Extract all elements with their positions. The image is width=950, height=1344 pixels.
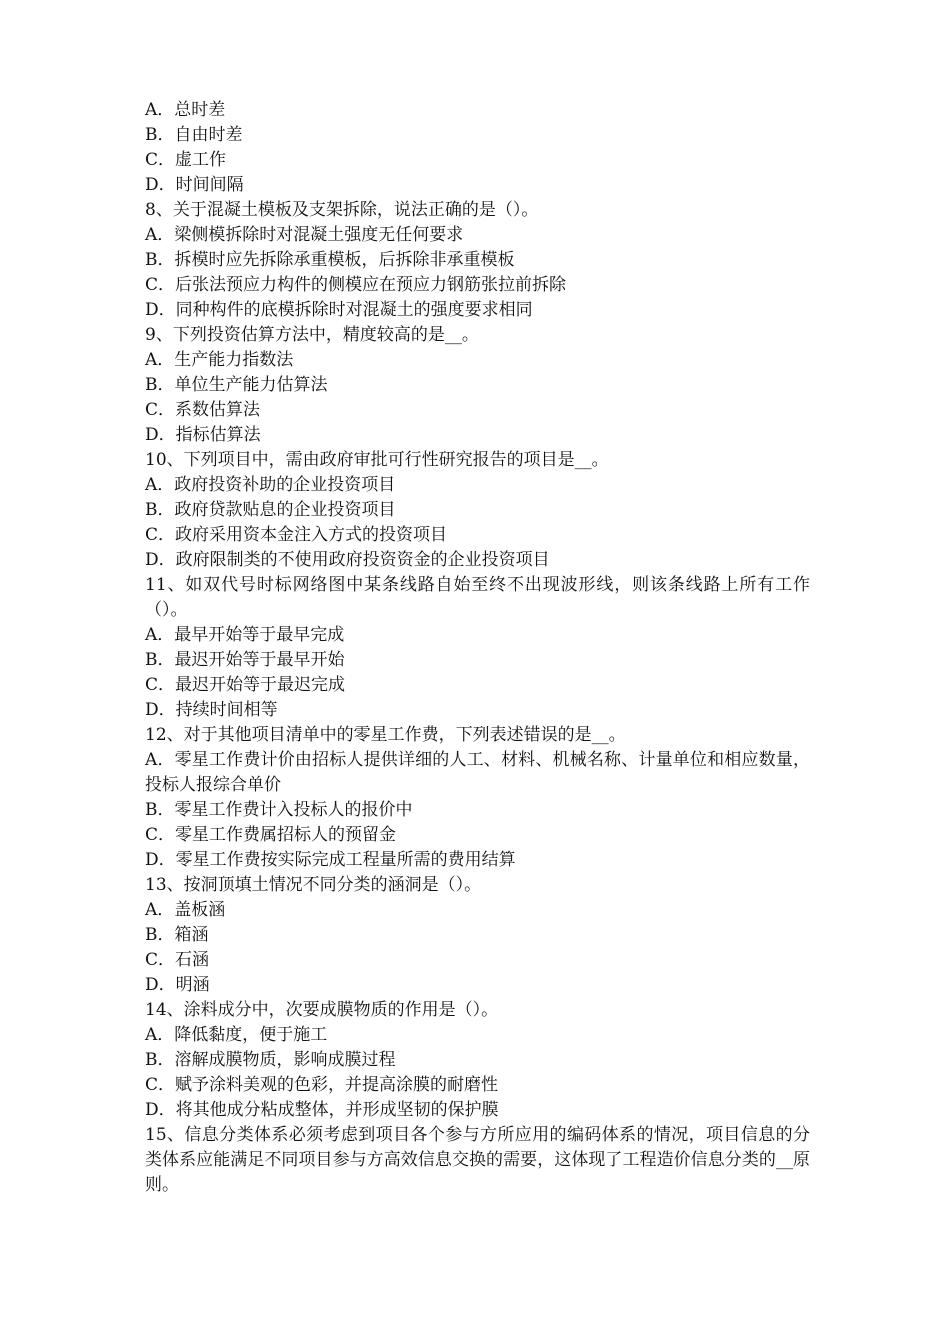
question-12: 12、对于其他项目清单中的零星工作费，下列表述错误的是__。	[145, 725, 626, 745]
option-line: D．指标估算法	[145, 425, 261, 445]
question-8: 8、关于混凝土模板及支架拆除，说法正确的是（）。	[145, 200, 539, 220]
option-line: D．时间间隔	[145, 175, 244, 195]
option-line: B．自由时差	[145, 125, 243, 145]
option-line: C．系数估算法	[145, 400, 261, 420]
option-line: D．将其他成分粘成整体，并形成坚韧的保护膜	[145, 1100, 499, 1120]
option-line: B．箱涵	[145, 925, 209, 945]
option-line: D．明涵	[145, 975, 210, 995]
question-14: 14、涂料成分中，次要成膜物质的作用是（）。	[145, 1000, 499, 1020]
option-line: D．同种构件的底模拆除时对混凝土的强度要求相同	[145, 300, 533, 320]
option-line: C．零星工作费属招标人的预留金	[145, 825, 397, 845]
question-13: 13、按洞顶填土情况不同分类的涵洞是（）。	[145, 875, 482, 895]
option-line: C．最迟开始等于最迟完成	[145, 675, 346, 695]
option-line: B．溶解成膜物质，影响成膜过程	[145, 1050, 396, 1070]
option-line: D．零星工作费按实际完成工程量所需的费用结算	[145, 850, 516, 870]
option-line: C．石涵	[145, 950, 210, 970]
option-line: B．零星工作费计入投标人的报价中	[145, 800, 413, 820]
option-line: C．赋予涂料美观的色彩，并提高涂膜的耐磨性	[145, 1075, 499, 1095]
question-9: 9、下列投资估算方法中，精度较高的是__。	[145, 325, 479, 345]
option-line: A．总时差	[145, 100, 226, 120]
option-line: B．单位生产能力估算法	[145, 375, 328, 395]
question-10: 10、下列项目中，需由政府审批可行性研究报告的项目是__。	[145, 450, 609, 470]
option-line: A．最早开始等于最早完成	[145, 625, 345, 645]
option-line: D．政府限制类的不使用政府投资资金的企业投资项目	[145, 550, 550, 570]
option-line: C．后张法预应力构件的侧模应在预应力钢筋张拉前拆除	[145, 275, 567, 295]
option-line: A．政府投资补助的企业投资项目	[145, 475, 396, 495]
option-line: C．虚工作	[145, 150, 227, 170]
question-11: 11、如双代号时标网络图中某条线路自始至终不出现波形线，则该条线路上所有工作（）。	[145, 575, 810, 620]
question-15: 15、信息分类体系必须考虑到项目各个参与方所应用的编码体系的情况，项目信息的分类体系应能满足不同项目参与方高效信息交换的需要，这体现了工程造价信息分类的__原则。	[145, 1125, 810, 1195]
option-line: A．生产能力指数法	[145, 350, 294, 370]
option-line: C．政府采用资本金注入方式的投资项目	[145, 525, 448, 545]
option-line: A．零星工作费计价由招标人提供详细的人工、材料、机械名称、计量单位和相应数量，投标人报综合单价	[145, 750, 810, 795]
option-line: B．政府贷款贴息的企业投资项目	[145, 500, 396, 520]
option-line: A．降低黏度，便于施工	[145, 1025, 328, 1045]
option-line: A．盖板涵	[145, 900, 226, 920]
option-line: B．最迟开始等于最早开始	[145, 650, 345, 670]
option-line: A．梁侧模拆除时对混凝土强度无任何要求	[145, 225, 464, 245]
option-line: D．持续时间相等	[145, 700, 278, 720]
option-line: B．拆模时应先拆除承重模板，后拆除非承重模板	[145, 250, 515, 270]
document-body	[145, 98, 810, 1198]
